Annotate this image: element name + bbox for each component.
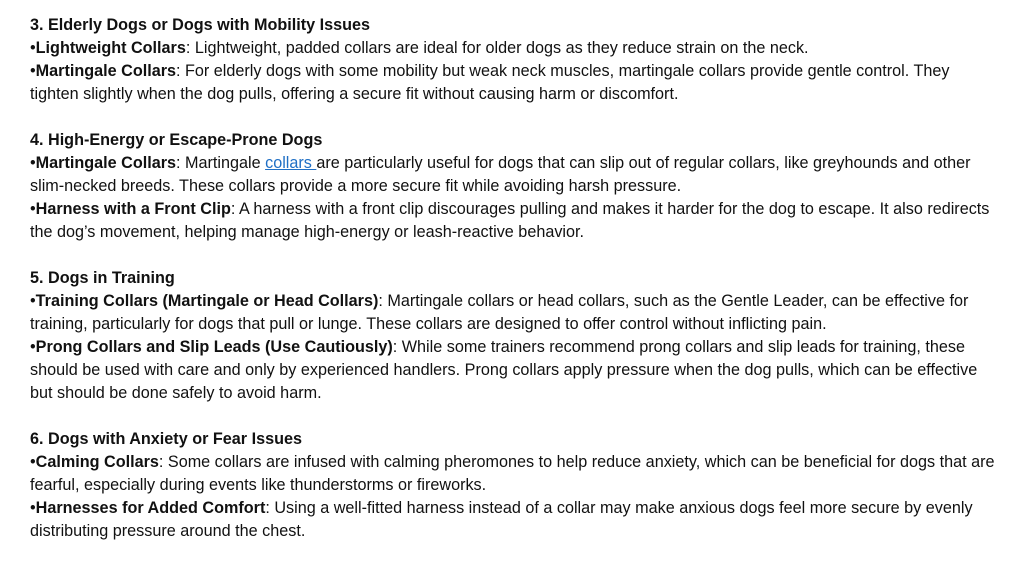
item-text: : While some trainers recommend prong collars and slip leads for training, these should be used with care and only by experienced handlers. Prong collars apply pressure when the dog pulls, which can be effective but should be done safely to avoid harm.: [30, 338, 978, 402]
item-text: are particularly useful for dogs that can slip out of regular collars, like greyhounds and other slim-necked breeds. These collars provide a more secure fit while avoiding harsh pressure.: [30, 154, 971, 195]
item-term: Martingale Collars: [35, 154, 177, 172]
bullet: •: [30, 154, 36, 172]
item-term: Prong Collars and Slip Leads (Use Cautiously): [35, 338, 393, 356]
list-item: [30, 152, 998, 198]
item-text: : Using a well-fitted harness instead of a collar may make anxious dogs feel more secure by evenly distributing pressure around the chest.: [30, 499, 973, 540]
item-text: : Some collars are infused with calming pheromones to help reduce anxiety, which can be beneficial for dogs that are fearful, especially during events like thunderstorms or fireworks.: [30, 453, 995, 494]
list-item: [30, 336, 998, 405]
section-heading: 5. Dogs in Training: [30, 269, 175, 287]
section-high-energy-dogs: [30, 129, 998, 244]
item-text: : For elderly dogs with some mobility but weak neck muscles, martingale collars provide gentle control. They tighten slightly when the dog pulls, offering a secure fit without causing harm or discomfort.: [30, 62, 950, 103]
section-heading: 3. Elderly Dogs or Dogs with Mobility Issues: [30, 16, 371, 34]
section-spacer: [30, 405, 998, 428]
section-spacer: [30, 106, 998, 129]
document-body: [30, 14, 998, 543]
item-term: Harnesses for Added Comfort: [35, 499, 266, 517]
bullet: •: [30, 62, 36, 80]
bullet: •: [30, 453, 36, 471]
item-term: Martingale Collars: [35, 62, 177, 80]
list-item: [30, 451, 998, 497]
section-heading: 4. High-Energy or Escape-Prone Dogs: [30, 131, 323, 149]
section-elderly-dogs: [30, 14, 998, 106]
bullet: •: [30, 499, 36, 517]
item-text: : Martingale collars or head collars, such as the Gentle Leader, can be effective for training, particularly for dogs that pull or lunge. These collars are designed to offer control without inflicting pain.: [30, 292, 969, 333]
collars-link[interactable]: collars: [265, 154, 317, 172]
section-anxiety-dogs: [30, 428, 998, 543]
item-term: Lightweight Collars: [35, 39, 186, 57]
list-item: [30, 37, 998, 60]
item-term: Calming Collars: [35, 453, 159, 471]
item-text: : Lightweight, padded collars are ideal for older dogs as they reduce strain on the neck.: [185, 39, 809, 57]
section-dogs-in-training: [30, 267, 998, 405]
item-text: : A harness with a front clip discourages pulling and makes it harder for the dog to escape. It also redirects the dog’s movement, helping manage high-energy or leash-reactive behavior.: [30, 200, 990, 241]
section-spacer: [30, 244, 998, 267]
bullet: •: [30, 200, 36, 218]
bullet: •: [30, 292, 36, 310]
bullet: •: [30, 338, 36, 356]
section-heading: 6. Dogs with Anxiety or Fear Issues: [30, 430, 302, 448]
list-item: [30, 198, 998, 244]
list-item: [30, 290, 998, 336]
item-text-prefix: : Martingale: [176, 154, 266, 172]
item-term: Harness with a Front Clip: [35, 200, 231, 218]
list-item: [30, 497, 998, 543]
list-item: [30, 60, 998, 106]
item-term: Training Collars (Martingale or Head Collars): [35, 292, 379, 310]
bullet: •: [30, 39, 36, 57]
